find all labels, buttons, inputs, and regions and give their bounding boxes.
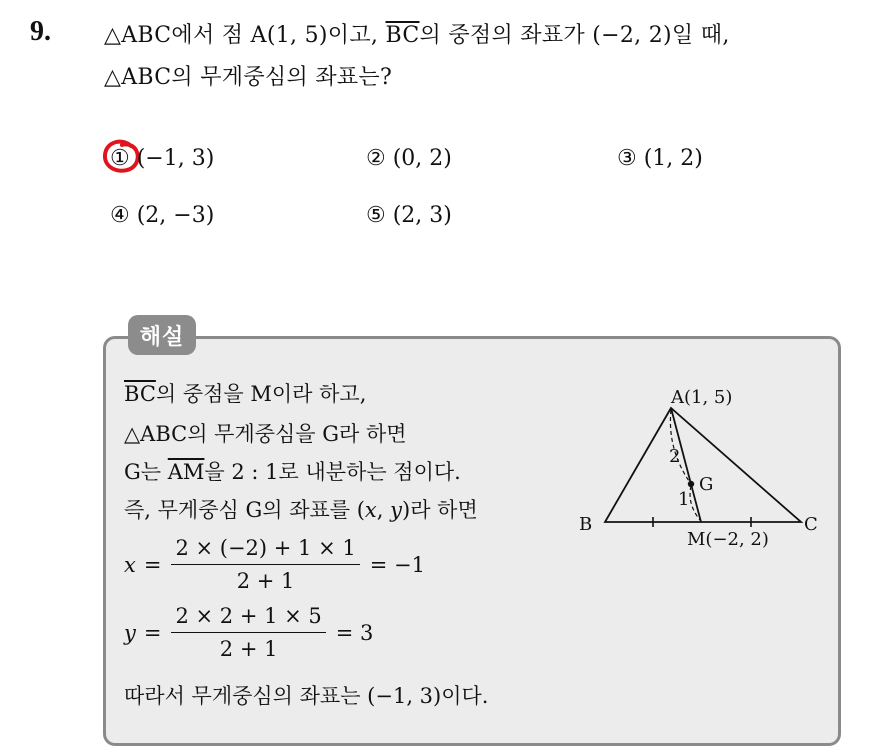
label-ratio-2: 2 xyxy=(669,446,681,467)
solution-text: )라 하면 xyxy=(402,498,478,522)
solution-line-1 xyxy=(124,378,366,408)
solution-line-3 xyxy=(124,456,461,486)
fraction xyxy=(171,604,325,661)
point-g xyxy=(688,481,694,487)
question-text-a: △ABC에서 점 A(1, 5)이고, xyxy=(104,23,386,48)
label-g: G xyxy=(699,474,714,495)
label-ratio-1: 1 xyxy=(678,489,690,510)
choice-3[interactable]: ③ (1, 2) xyxy=(617,146,703,171)
denominator: 2 + 1 xyxy=(236,569,295,593)
label-m: M(−2, 2) xyxy=(687,529,769,550)
choice-4[interactable]: ④ (2, −3) xyxy=(110,203,215,228)
eq-sign: = xyxy=(143,620,162,645)
solution-conclusion: 따라서 무게중심의 좌표는 (−1, 3)이다. xyxy=(124,684,489,708)
question-text-b: 의 중점의 좌표가 (−2, 2)일 때, xyxy=(419,23,730,48)
solution-line-2: △ABC의 무게중심을 G라 하면 xyxy=(124,422,407,446)
eq-var: y xyxy=(124,620,136,645)
segment-bc: $\overline{BC}$ xyxy=(385,23,420,48)
choice-2[interactable]: ② (0, 2) xyxy=(366,146,452,171)
solution-text: 즉, 무게중심 G의 좌표를 ( xyxy=(124,498,365,522)
triangle-figure xyxy=(575,380,835,560)
label-c: C xyxy=(804,514,818,535)
numerator: 2 × (−2) + 1 × 1 xyxy=(171,536,359,565)
equation-x xyxy=(124,536,425,593)
var-y: y xyxy=(390,498,402,522)
label-a: A(1, 5) xyxy=(671,387,733,408)
question-line-2: △ABC의 무게중심의 좌표는? xyxy=(104,65,393,90)
eq-result: = 3 xyxy=(335,620,374,645)
segment-bc: $\overline{BC}$ xyxy=(124,382,156,406)
eq-result: = −1 xyxy=(369,552,425,577)
solution-text: 의 중점을 M이라 하고, xyxy=(155,382,367,406)
question-line-1 xyxy=(104,18,730,49)
equation-y xyxy=(124,604,373,661)
solution-tag: 해설 xyxy=(128,315,196,355)
label-b: B xyxy=(579,514,593,535)
question-number: 9. xyxy=(30,16,51,47)
solution-text: G는 xyxy=(124,460,168,484)
choice-5[interactable]: ⑤ (2, 3) xyxy=(366,203,452,228)
triangle-abc xyxy=(605,408,801,522)
numerator: 2 × 2 + 1 × 5 xyxy=(171,604,325,633)
segment-am: $\overline{AM}$ xyxy=(167,460,205,484)
eq-sign: = xyxy=(143,552,162,577)
var-x: x xyxy=(364,498,377,522)
denominator: 2 + 1 xyxy=(219,637,278,661)
solution-line-4 xyxy=(124,494,478,524)
fraction xyxy=(171,536,359,593)
choice-1[interactable]: ① (−1, 3) xyxy=(110,146,215,171)
solution-text: , xyxy=(376,498,391,522)
eq-var: x xyxy=(124,552,136,577)
solution-text: 을 2 : 1로 내분하는 점이다. xyxy=(204,460,461,484)
